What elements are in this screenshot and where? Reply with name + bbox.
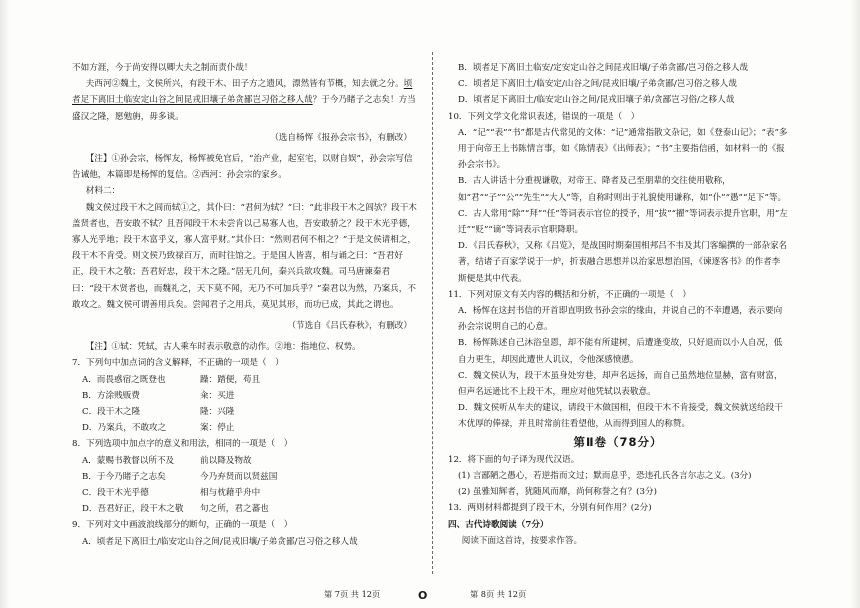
q8-option-a: A．蒙赐书教督以所不及 前以降及物故: [82, 455, 252, 466]
source-citation: （节选自《吕氏春秋》，有删改）: [287, 321, 412, 332]
q11-option-c: C．魏文侯认为，段干木虽身处穷巷，却声名远扬，而自己虽然地位显赫，富有财富，但声名远逊比不上段干木，理应对他凭轼以表敬意。: [458, 370, 783, 398]
q12-item-1: (1) 言鄙陋之愚心，若逆指而文过；默而息乎，恐违孔氏各言尔志之义。(3分): [458, 471, 752, 482]
passage-paragraph: [72, 76, 420, 125]
center-binding-mark: O: [418, 589, 428, 602]
q10-option-d: D．《吕氏春秋》，又称《吕览》，是战国时期秦国相邦吕不韦及其门客编撰的一部杂家名著，结诸子百家学说于一炉，折衷融合思想并以治家思想治国，《谏逐客书》的作者李斯便是其中代表。: [458, 241, 788, 284]
page-7-column: [72, 60, 420, 580]
q9-option-c: C．顷者足下离旧土/临安定/山谷之间/昆戎旧壤/子弟贪鄙/岂习俗之移人哉: [458, 79, 737, 90]
q11-option-a: A．杨恽在这封书信的开首即直明致书孙会宗的缘由，并说自己的不幸遭遇，表示要向孙会宗说明自己的心意。: [458, 306, 783, 333]
question-9: 9．下列对文中画波浪线部分的断句，正确的一项是（ ）: [72, 520, 293, 531]
page-8-column: [448, 60, 788, 580]
question-7: 7．下列句中加点词的含义解释，不正确的一项是（ ）: [72, 358, 284, 369]
q8-option-b: B．于今乃睹子之志矣 今乃弃贤而以贤兹国: [82, 471, 278, 482]
page-7-footer: 第 7页 共 12页: [324, 589, 381, 599]
q9-option-a: A．顷者足下离旧土/临安定山谷之间/昆戎旧壤/子弟贪鄙/岂习俗之移人哉: [82, 536, 358, 547]
q8-option-c: C．段干木光乎德 相与枕藉乎舟中: [82, 488, 261, 499]
page-divider: [432, 52, 433, 574]
passage-text: ？于今乃睹子之志矣！方当盛汉之隆，愿勉旃，毋多谈。: [72, 95, 416, 122]
source-citation: （选自杨恽《报孙会宗书》，有删改）: [270, 132, 412, 143]
q7-option-a: A．而畏惑宿之既登也 躁：踏便，苟且: [82, 374, 261, 385]
q9-option-b: B．顷者足下离旧土临安/定安定山谷之间昆戎旧壤/子弟贪鄙/岂习俗之移人哉: [458, 63, 749, 73]
q9-option-d: D．顷者足下离旧土/临安定山谷之间/昆戎旧壤子弟/贪鄙岂习俗/之移人哉: [458, 95, 735, 106]
question-12: 12．将下面的句子译为现代汉语。: [448, 454, 580, 465]
q8-option-d: D．吾君好正，段干木之敬 句之所，君之蕃也: [82, 504, 269, 515]
q7-option-d: D．乃案兵，不敢攻之 案：停止: [82, 423, 235, 434]
page-8-footer: 第 8页 共 12页: [470, 589, 527, 599]
section-heading: 第Ⅱ卷（78分）: [573, 434, 663, 449]
question-11: 11．下列对原文有关内容的概括和分析，不正确的一项是（ ）: [448, 289, 691, 300]
q12-item-2: (2) 虽雅知辉者，犹随风而靡，尚何称誉之有？(3分): [458, 487, 657, 498]
q11-option-d: D．魏文侯听从车夫的建议，请段干木做国相，但段干木不肯接受，魏文侯就送给段干木优厚的俸禄，并且时常前往看望他，从而得到国人的称赞。: [458, 403, 783, 430]
q7-option-b: B．方涂贱贩费 籴：买进: [82, 390, 235, 401]
question-10: 10．下列文学文化常识表述，错误的一项是（ ）: [448, 111, 640, 122]
material-heading: 材料二：: [85, 186, 121, 197]
passage-line: 不如方涯，今于尚安得以卿大夫之制而责仆哉！: [72, 63, 253, 73]
question-13: 13．两则材料都提到了段干木，分别有何作用？(2分): [448, 503, 652, 514]
scan-shadow-right: [850, 0, 860, 608]
annotation-note: 【注】①轼：凭轼，古人乘车时表示敬意的动作。②地：指地位、权势。: [85, 342, 361, 353]
q11-option-b: B．杨恽陈述自己沐浴皇恩，却不能有所建树，后遭逢变故，只好退而以小人自况，低自力更生，却因此遭世人讥议，令他深感愤懑。: [458, 338, 783, 365]
q7-option-c: C．段干木之隆 隆：兴隆: [82, 407, 235, 418]
poetry-instruction: 阅读下面这首诗，按要求作答。: [461, 535, 583, 546]
q10-option-c: C．古人常用“除”“拜”“任”等词表示官位的授予，用“拔”“擢”等词表示提升官职，用“左迁”“贬”“谪”等词表示官职降职。: [458, 208, 788, 236]
q10-option-b: B．古人讲话十分重视谦敬，对帝王、降者及己至朋辈的交往使用敬称，如“君”“子”“公”“先生”“大人”等，自称时则出于礼貌使用谦称，如“仆”“愚”“足下”等。: [458, 176, 787, 203]
poetry-section-heading: 四、古代诗歌阅读（7分）: [448, 519, 549, 530]
passage-text: 夫西河②魏土，文侯所兴，有段干木、田子方之遗风，漂然皆有节概，知去就之分。: [85, 79, 404, 90]
annotation-note: 【注】①孙会宗，杨恽友，杨恽被免官后，“治产业，起室宅，以财自娱”，孙会宗写信告诫他，本篇即是杨恽的复信。②西河：孙会宗的家乡。: [72, 154, 413, 181]
passage-paragraph: 魏文侯过段干木之闾而轼①之，其仆曰：“君何为轼？”曰：“此非段干木之闾欤？段干木盖贤者也，吾安敢不轼？且吾闻段干木未尝肯以己易寡人也，吾安敢骄之？段干木光乎德，寡人光乎地；段干木富乎义，寡人富乎财。”其仆曰：“然则君何不相之？”于是文侯请相之，段干木不肯受。则文侯乃致禄百万，而时往馆之。于是国人皆喜，相与诵之曰：“吾君好正，段干木之敬；吾君好忠，段干木之隆。”居无几何，秦兴兵欲攻魏。司马唐谏秦君曰：“段干木贤者也，而魏礼之，天下莫不闻，无乃不可加兵乎？”秦君以为然，乃案兵，不敢攻之。魏文侯可谓善用兵矣。尝闻君子之用兵，莫见其形，而功已成，其此之谓也。: [72, 202, 417, 310]
q10-option-a: A．“记”“表”“书”都是古代常见的文体：“记”通常指散文杂记，如《登泰山记》；“表”多用于向帝王上书陈情言事，如《陈情表》《出师表》；“书”主要指信函，如材料一的《报孙会宗书》。: [458, 127, 788, 171]
question-8: 8．下列选项中加点字的意义和用法，相同的一项是（ ）: [72, 439, 293, 450]
wavy-underlined-sentence: 顷者足下离旧土临安定山谷之间昆戎旧壤子弟贪鄙岂习俗之移人哉: [72, 79, 413, 106]
scan-shadow-left: [0, 0, 10, 608]
